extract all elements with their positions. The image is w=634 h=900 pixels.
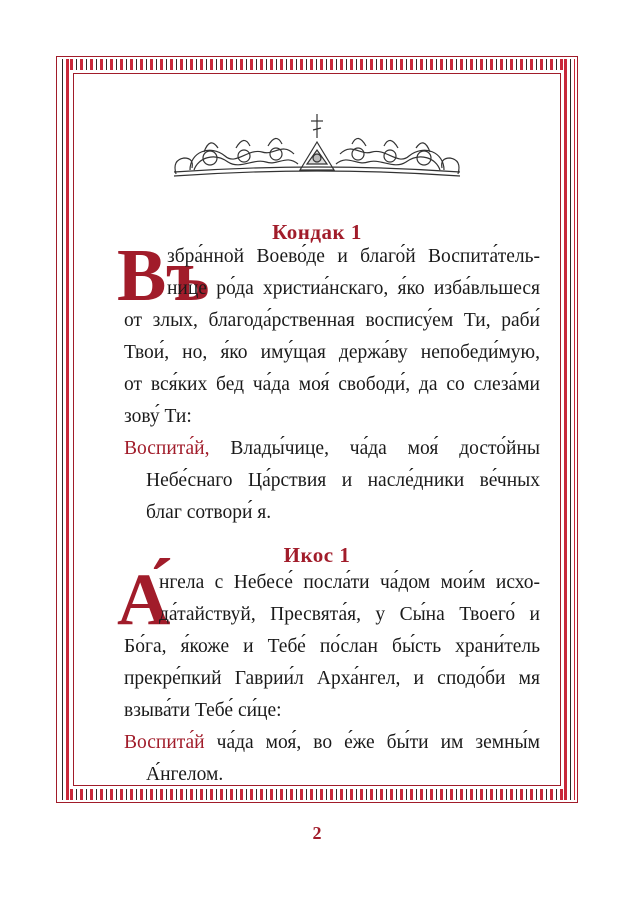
ikos-line: прекре́пкий Гаврии́л Арха́нгел, и сподо́би мя: [124, 668, 540, 689]
kondak-refrain-line: благ сотвори́ я.: [146, 502, 272, 523]
ikos-refrain-line: А́нгелом.: [146, 764, 224, 785]
ikos-refrain: [124, 727, 540, 791]
kondak-refrain-line: Небе́снаго Ца́рствия и насле́дники ве́чных: [146, 470, 540, 491]
kondak-refrain-line: Влады́чице, ча́да моя́ досто́йны: [209, 438, 540, 459]
kondak-line: зову́ Ти:: [124, 406, 192, 427]
headpiece-ornament: [170, 112, 464, 182]
kondak-line: Твои́, но, я́ко иму́щая держа́ву непобеди́мую,: [124, 342, 540, 363]
kondak-line: от вся́ких бед ча́да моя́ свободи́, да со слеза́ми: [124, 374, 540, 395]
kondak-line: збра́нной Воево́де и благо́й Воспита́тель-: [167, 246, 540, 267]
kondak-line: от злых, благода́рственная воспису́ем Ти, раби́: [124, 310, 540, 331]
ikos-dropcap: А́: [117, 559, 171, 641]
kondak-dropcap: Въ: [117, 235, 210, 317]
kondak-refrain: [124, 433, 540, 529]
ikos-line: да́тайствуй, Пресвята́я, у Сы́на Твоего́ и: [159, 604, 540, 625]
kondak-refrain-red: Воспита́й,: [124, 438, 210, 459]
ikos-line: нгела с Небесе́ посла́ти ча́дом мои́м исхо-: [159, 572, 540, 593]
kondak-title: Кондак 1: [272, 220, 362, 244]
ikos-line: Бо́га, я́коже и Тебе́ по́слан бы́сть храни́тель: [124, 636, 540, 657]
ikos-line: взыва́ти Тебе́ си́це:: [124, 700, 282, 721]
ikos-refrain-red: Воспита́й: [124, 732, 205, 753]
ikos-refrain-line: ча́да моя́, во е́же бы́ти им земны́м: [204, 732, 540, 753]
page-number: 2: [312, 823, 322, 843]
ikos-title: Икос 1: [283, 543, 351, 567]
kondak-line: нице ро́да христиа́нскаго, я́ко изба́вльшеся: [167, 278, 540, 299]
